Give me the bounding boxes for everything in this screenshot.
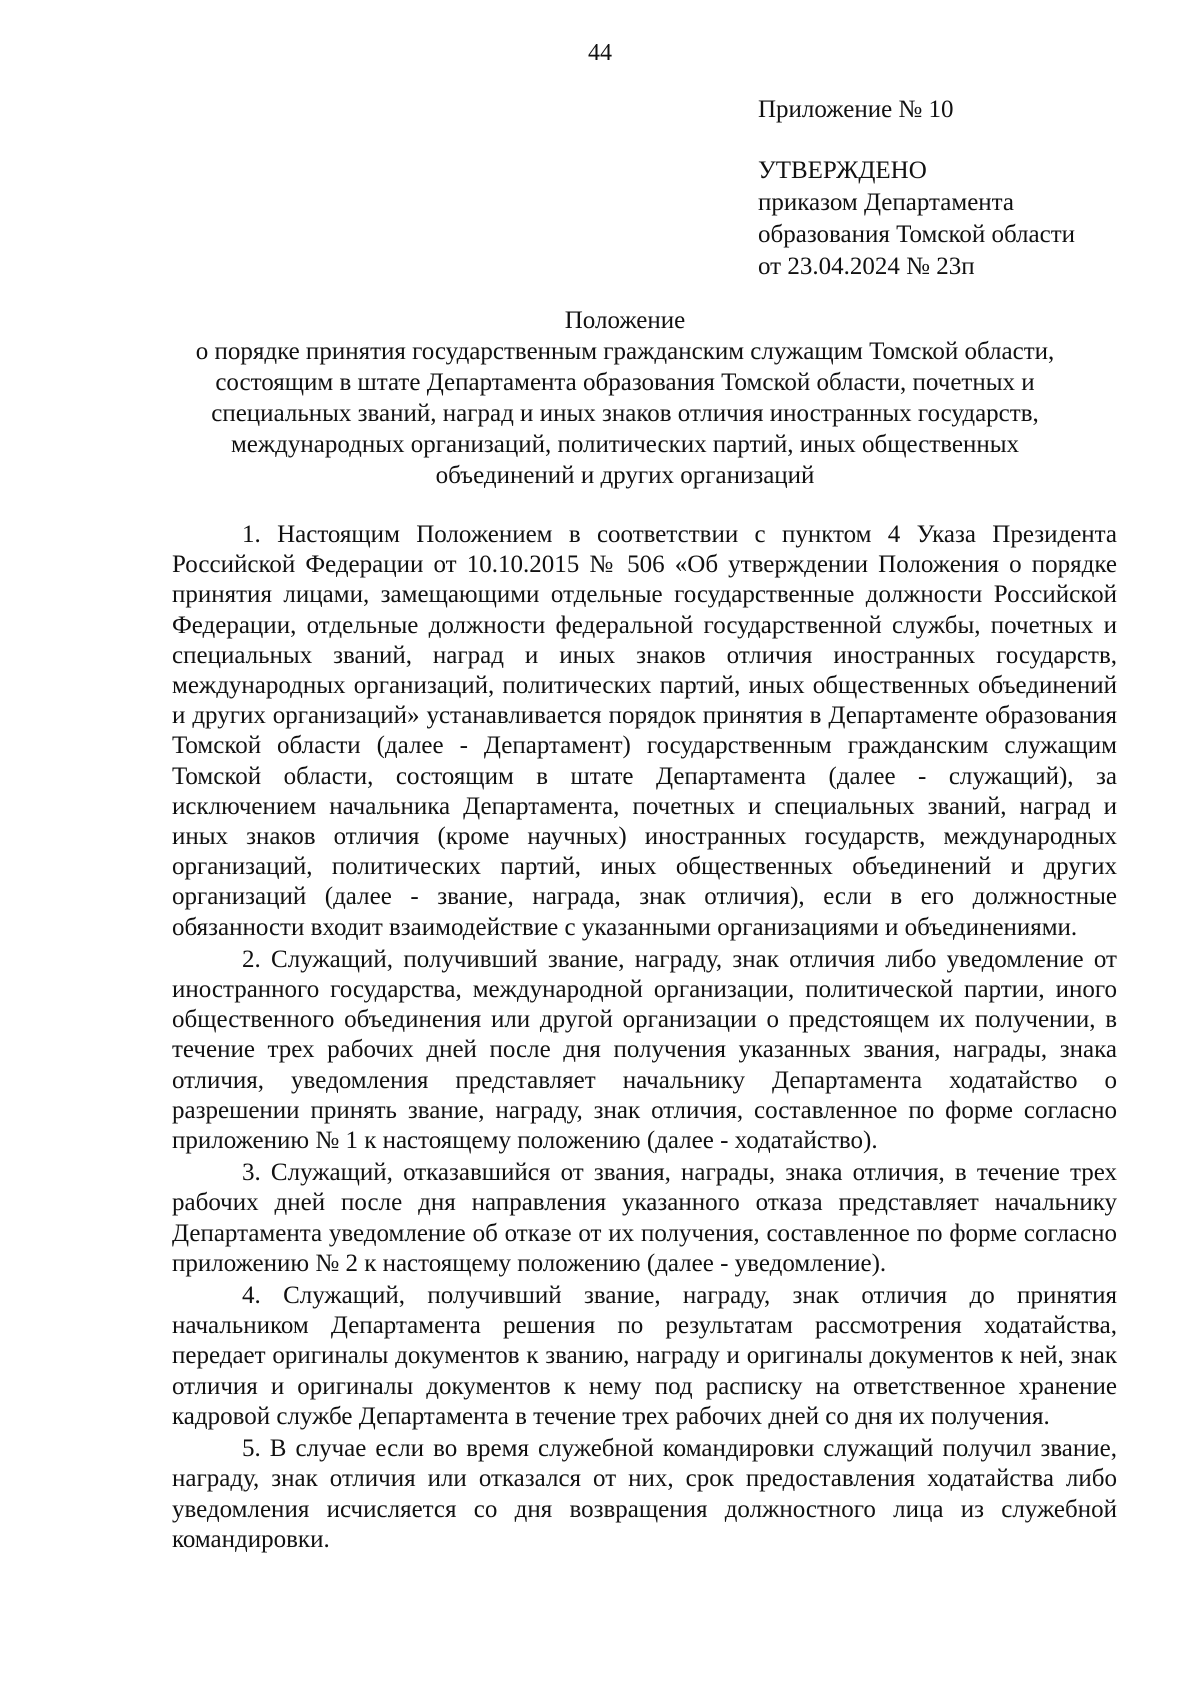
paragraph-1: 1. Настоящим Положением в соответствии с пунктом 4 Указа Президента Российской Федерации от 10.10.2015 № 506 «Об утверждении Положения о порядке принятия лицами, замещающими отдельные государственные должности Российской Федерации, отдельные должности федеральной государственной службы, почетных и специальных званий, наград и иных знаков отличия иностранных государств, международных организаций, политических партий, иных общественных объединений и других организаций» устанавливается порядок принятия в Департаменте образования Томской области (далее - Департамент) государственным гражданским служащим Томской области, состоящим в штате Департамента (далее - служащий), за исключением начальника Департамента, почетных и специальных званий, наград и иных знаков отличия (кроме научных) иностранных государств, международных организаций, политических партий, иных общественных объединений и других организаций (далее - звание, награда, знак отличия), если в его должностные обязанности входит взаимодействие с указанными организациями и объединениями. <box>172 521 1117 941</box>
page-number: 44 <box>588 40 612 66</box>
approval-line: от 23.04.2024 № 23п <box>758 253 975 280</box>
approval-line: приказом Департамента <box>758 189 1014 216</box>
title-line: специальных званий, наград и иных знаков отличия иностранных государств, <box>211 400 1039 427</box>
appendix-label: Приложение № 10 <box>758 96 954 123</box>
approval-heading: УТВЕРЖДЕНО <box>758 157 927 184</box>
title-line: о порядке принятия государственным гражданским служащим Томской области, <box>195 338 1055 365</box>
title-line: объединений и других организаций <box>435 462 815 489</box>
title-line: международных организаций, политических партий, иных общественных <box>230 431 1020 458</box>
approval-block <box>758 155 1075 283</box>
document-title <box>150 305 1100 491</box>
document-body <box>172 520 1117 1557</box>
title-heading: Положение <box>564 307 686 334</box>
title-line: состоящим в штате Департамента образования Томской области, почетных и <box>215 369 1035 396</box>
paragraph-5: 5. В случае если во время служебной командировки служащий получил звание, награду, знак отличия или отказался от них, срок предоставления ходатайства либо уведомления исчисляется со дня возвращения должностного лица из служебной командировки. <box>172 1435 1117 1553</box>
paragraph-2: 2. Служащий, получивший звание, награду, знак отличия либо уведомление от иностранного государства, международной организации, политической партии, иного общественного объединения или другой организации о предстоящем их получении, в течение трех рабочих дней после дня получения указанных звания, награды, знака отличия, уведомления представляет начальнику Департамента ходатайство о разрешении принять звание, награду, знак отличия, составленное по форме согласно приложению № 1 к настоящему положению (далее - ходатайство). <box>172 945 1117 1155</box>
paragraph-4: 4. Служащий, получивший звание, награду, знак отличия до принятия начальником Департамента решения по результатам рассмотрения ходатайства, передает оригиналы документов к званию, награду и оригиналы документов к ней, знак отличия и оригиналы документов к нему под расписку на ответственное хранение кадровой службе Департамента в течение трех рабочих дней со дня их получения. <box>172 1282 1117 1430</box>
paragraph-3: 3. Служащий, отказавшийся от звания, награды, знака отличия, в течение трех рабочих дней после дня направления указанного отказа представляет начальнику Департамента уведомление об отказе от их получения, составленное по форме согласно приложению № 2 к настоящему положению (далее - уведомление). <box>172 1159 1117 1277</box>
approval-line: образования Томской области <box>758 221 1076 248</box>
